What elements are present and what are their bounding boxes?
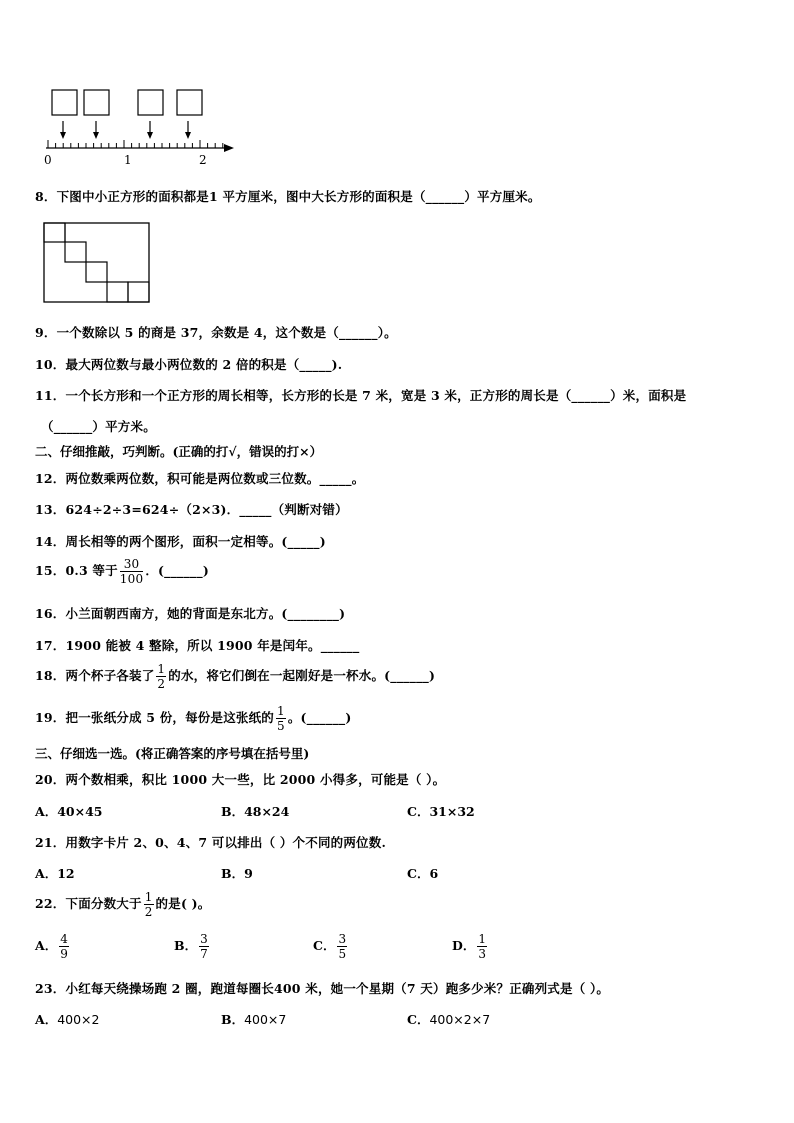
question-23: 23．小红每天绕操场跑 2 圈，跑道每圈长400 米，她一个星期（7 天）跑多少米？正确列式是（ ）。 [35, 981, 610, 996]
question-20: 20．两个数相乘，积比 1000 大一些，比 2000 小得多，可能是（ ）。 [35, 772, 446, 787]
tick-label-1: 1 [124, 153, 132, 167]
pointer-arrow-head [60, 132, 66, 139]
question-16: 16．小兰面朝西南方，她的背面是东北方。(________) [35, 606, 346, 621]
section-3-heading: 三、仔细选一选。(将正确答案的序号填在括号里) [35, 746, 310, 761]
question-9: 9．一个数除以 5 的商是 37，余数是 4，这个数是（______）。 [35, 325, 397, 340]
question-15: 15．0.3 等于 $\frac{30}{100}$ ．(______) [35, 557, 209, 586]
fraction-1-5: $\frac{1}{5}$ [277, 704, 285, 733]
q20-choice-a[interactable]: A．40×45 [35, 804, 103, 819]
question-18: 18．两个杯子各装了 $\frac{1}{2}$ 的水，将它们倒在一起刚好是一杯水。(______) [35, 662, 436, 691]
question-10: 10．最大两位数与最小两位数的 2 倍的积是（_____). [35, 357, 343, 372]
question-13: 13．624÷2÷3=624÷（2×3)．_____（判断对错） [35, 502, 348, 517]
answer-box [52, 90, 77, 115]
tick-label-2: 2 [199, 153, 207, 167]
small-square [107, 282, 128, 302]
q21-choice-c[interactable]: C．6 [407, 866, 439, 881]
q23-choice-c[interactable]: C．400×2×7 [407, 1012, 491, 1027]
question-21: 21．用数字卡片 2、0、4、7 可以排出（ ）个不同的两位数. [35, 835, 386, 850]
fraction-30-100: $\frac{30}{100}$ [119, 557, 144, 586]
q23-choice-a[interactable]: A．400×2 [35, 1012, 100, 1027]
fraction-1-2: $\frac{1}{2}$ [157, 662, 166, 691]
section-2-heading: 二、仔细推敲，巧判断。(正确的打√，错误的打×） [35, 444, 323, 459]
q22-choice-a[interactable]: A． $\frac{4}{9}$ [35, 932, 68, 961]
question-11-line-2: （______）平方米。 [41, 419, 156, 434]
question-8: 8．下图中小正方形的面积都是1 平方厘米，图中大长方形的面积是（______）平方厘米。 [35, 189, 541, 204]
pointer-arrow-head [147, 132, 153, 139]
question-11-line-1: 11．一个长方形和一个正方形的周长相等，长方形的长是 7 米，宽是 3 米，正方形的周长是（______）米，面积是 [35, 388, 687, 403]
q22-choice-b[interactable]: B． $\frac{3}{7}$ [174, 932, 208, 961]
q20-choice-c[interactable]: C．31×32 [407, 804, 475, 819]
q22-choice-c[interactable]: C． $\frac{3}{5}$ [313, 932, 347, 961]
fraction-1-2: $\frac{1}{2}$ [144, 890, 153, 919]
answer-box [177, 90, 202, 115]
small-square [65, 242, 86, 262]
question-17: 17．1900 能被 4 整除，所以 1900 年是闰年。______ [35, 638, 360, 653]
question-22: 22．下面分数大于 $\frac{1}{2}$ 的是( )。 [35, 890, 211, 919]
small-square [128, 282, 149, 302]
q21-choice-a[interactable]: A．12 [35, 866, 75, 881]
number-line-figure [40, 84, 240, 170]
question-14: 14．周长相等的两个图形，面积一定相等。(_____) [35, 534, 326, 549]
answer-box [138, 90, 163, 115]
pointer-arrow-head [185, 132, 191, 139]
q21-choice-b[interactable]: B．9 [221, 866, 253, 881]
answer-box [84, 90, 109, 115]
q22-choice-d[interactable]: D． $\frac{1}{3}$ [452, 932, 486, 961]
tick-label-0: 0 [44, 153, 52, 167]
small-square [44, 223, 65, 242]
question-12: 12．两位数乘两位数，积可能是两位数或三位数。_____。 [35, 471, 365, 486]
q20-choice-b[interactable]: B．48×24 [221, 804, 290, 819]
rectangle-grid-figure [42, 221, 152, 305]
small-square [86, 262, 107, 282]
question-19: 19．把一张纸分成 5 份，每份是这张纸的 $\frac{1}{5}$ 。(______) [35, 704, 352, 733]
number-line-arrowhead [224, 144, 234, 152]
q23-choice-b[interactable]: B．400×7 [221, 1012, 287, 1027]
pointer-arrow-head [93, 132, 99, 139]
